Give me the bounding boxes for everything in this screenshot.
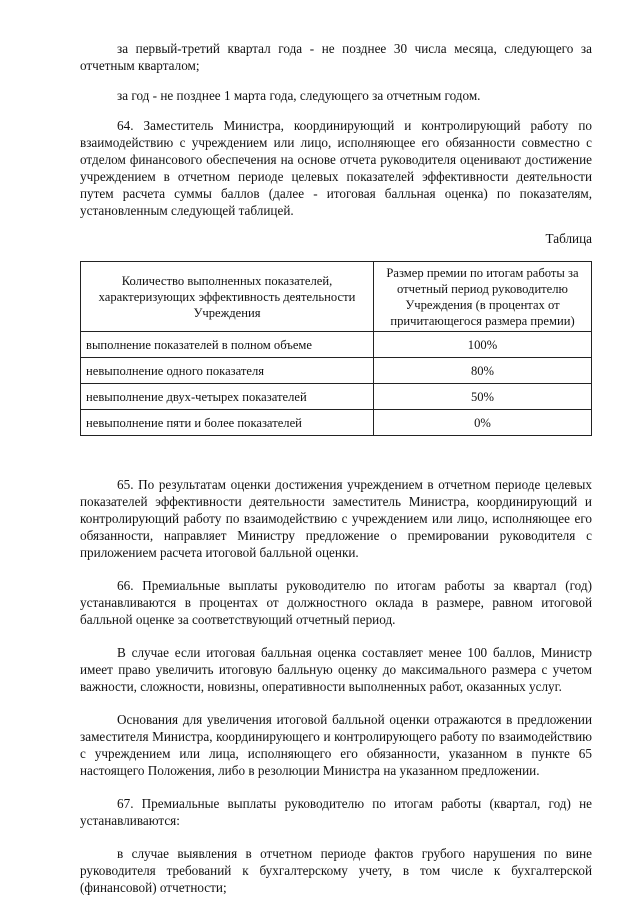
premium-table <box>80 261 592 436</box>
table-cell-indicator: невыполнение пяти и более показателей <box>81 410 374 436</box>
table-cell-indicator: невыполнение одного показателя <box>81 358 374 384</box>
table-header-cell: Количество выполненных показателей, характеризующих эффективность деятельности Учреждения <box>81 262 374 332</box>
paragraph-year-deadline: за год - не позднее 1 марта года, следующего за отчетным годом. <box>117 88 481 103</box>
table-row <box>81 332 592 358</box>
table-header-row <box>81 262 592 332</box>
table-row <box>81 410 592 436</box>
paragraph-65: 65. По результатам оценки достижения учреждением в отчетном периоде целевых показателей эффективности деятельности заместитель Министра, координирующий и контролирующий работу по взаимодействию с учреждением или лицо, исполняющее его обязанности, направляет Министру предложение о премировании руководителя с приложением расчета итоговой балльной оценки. <box>80 477 592 560</box>
paragraph-67-violation: в случае выявления в отчетном периоде фактов грубого нарушения по вине руководителя требований к бухгалтерскому учету, в том числе к бухгалтерской (финансовой) отчетности; <box>80 846 592 895</box>
table-cell-percent: 80% <box>374 358 592 384</box>
paragraph-66: 66. Премиальные выплаты руководителю по итогам работы за квартал (год) устанавливаются в процентах от должностного оклада в размере, равном итоговой балльной оценке за соответствующий отчетный период. <box>80 578 592 627</box>
document-page <box>80 40 592 896</box>
table-cell-indicator: выполнение показателей в полном объеме <box>81 332 374 358</box>
paragraph-64: 64. Заместитель Министра, координирующий и контролирующий работу по взаимодействию с учреждением или лицо, исполняющее его обязанности совместно с отделом финансового обеспечения на основе отчета руководителя оценивают достижение учреждением в отчетном периоде целевых показателей эффективности деятельности путем расчета суммы баллов (далее - итоговая балльная оценка) по показателям, установленным следующей таблицей. <box>80 118 592 218</box>
table-row <box>81 384 592 410</box>
table-cell-percent: 50% <box>374 384 592 410</box>
paragraph-66-grounds: Основания для увеличения итоговой балльной оценки отражаются в предложении заместителя Министра, координирующего и контролирующего работу по взаимодействию с учреждением или лица, исполняющего его обязанности, указанном в пункте 65 настоящего Положения, либо в резолюции Министра на указанном предложении. <box>80 712 592 778</box>
table-cell-percent: 0% <box>374 410 592 436</box>
paragraph-66-increase: В случае если итоговая балльная оценка составляет менее 100 баллов, Министр имеет право увеличить итоговую балльную оценку до максимального размера с учетом важности, сложности, новизны, оперативности выполненных работ, оказанных услуг. <box>80 645 592 694</box>
table-row <box>81 358 592 384</box>
table-cell-indicator: невыполнение двух-четырех показателей <box>81 384 374 410</box>
table-caption: Таблица <box>545 231 592 246</box>
table-cell-percent: 100% <box>374 332 592 358</box>
paragraph-quarter-deadline: за первый-третий квартал года - не позднее 30 числа месяца, следующего за отчетным кварталом; <box>80 41 592 73</box>
paragraph-67: 67. Премиальные выплаты руководителю по итогам работы (квартал, год) не устанавливаются: <box>80 796 592 828</box>
table-header-cell: Размер премии по итогам работы за отчетный период руководителю Учреждения (в процентах от причитающегося размера премии) <box>374 262 592 332</box>
